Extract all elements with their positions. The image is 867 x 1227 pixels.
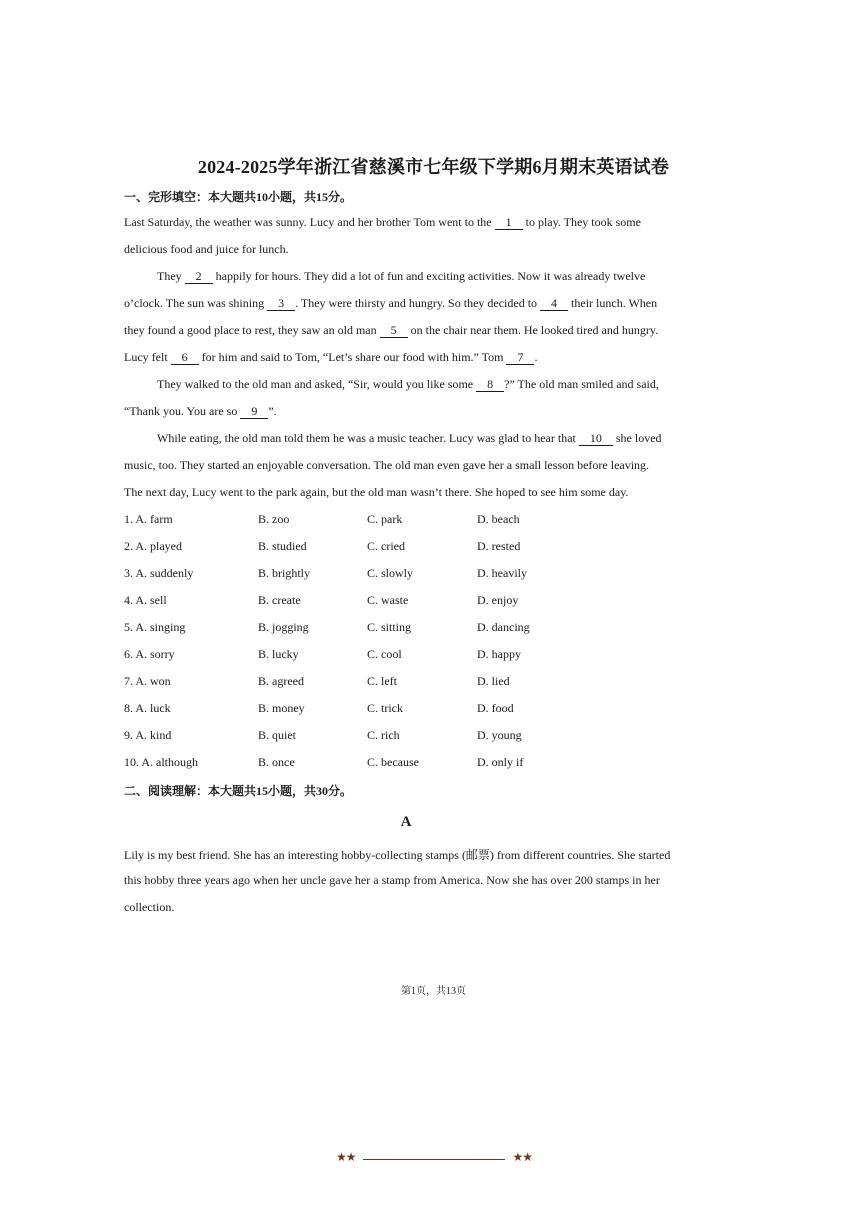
option-d: D. beach [477, 512, 520, 526]
option-c: C. cried [367, 539, 405, 553]
text-span: ?” The old man smiled and said, [504, 377, 659, 391]
option-c: C. slowly [367, 566, 414, 580]
page-title: 2024-2025学年浙江省慈溪市七年级下学期6月期末英语试卷 [197, 157, 670, 177]
bottom-ornament [336, 1152, 532, 1166]
paragraph-line [124, 323, 684, 338]
option-b: B. studied [258, 539, 307, 553]
option-d: D. food [477, 701, 514, 715]
paragraph-line [157, 269, 717, 284]
blank-2: 2 [185, 270, 213, 284]
blank-10: 10 [579, 432, 613, 446]
text-span: to play. They took some [522, 215, 641, 229]
option-a: 10. A. although [124, 755, 198, 769]
paragraph-line: music, too. They started an enjoyable conversation. The old man even gave her a small lesson before leaving. [124, 458, 650, 472]
paragraph-line: collection. [124, 900, 175, 914]
option-a: 8. A. luck [124, 701, 171, 715]
star-icon: ★★ [336, 1150, 356, 1164]
option-d: D. lied [477, 674, 510, 688]
option-a: 5. A. singing [124, 620, 186, 634]
option-row-7 [124, 674, 684, 690]
option-c: C. sitting [367, 620, 412, 634]
text-span: on the chair near them. He looked tired and hungry. [407, 323, 659, 337]
option-c: C. park [367, 512, 403, 526]
option-d: D. only if [477, 755, 524, 769]
ornament-divider [363, 1159, 505, 1160]
blank-3: 3 [267, 297, 295, 311]
text-span: their lunch. When [568, 296, 658, 310]
section-heading-reading: 二、阅读理解：本大题共15小题，共30分。 [124, 784, 353, 798]
option-row-2 [124, 539, 684, 555]
option-b: B. money [258, 701, 305, 715]
paragraph-line [124, 215, 684, 230]
paragraph-line [157, 431, 717, 446]
option-row-6 [124, 647, 684, 663]
option-a: 6. A. sorry [124, 647, 175, 661]
page-footer: 第1页，共13页 [401, 986, 466, 997]
paragraph-line: Lily is my best friend. She has an interesting hobby-collecting stamps (邮票) from different countries. She started [124, 848, 671, 862]
option-d: D. rested [477, 539, 521, 553]
paragraph-line [124, 404, 684, 419]
option-b: B. agreed [258, 674, 304, 688]
option-c: C. rich [367, 728, 400, 742]
option-a: 4. A. sell [124, 593, 167, 607]
option-a: 1. A. farm [124, 512, 173, 526]
option-a: 2. A. played [124, 539, 182, 553]
blank-9: 9 [240, 405, 268, 419]
blank-4: 4 [540, 297, 568, 311]
option-d: D. heavily [477, 566, 527, 580]
option-row-8 [124, 701, 684, 717]
text-span: While eating, the old man told them he was a music teacher. Lucy was glad to hear that [157, 431, 579, 445]
blank-1: 1 [495, 216, 523, 230]
option-c: C. cool [367, 647, 402, 661]
text-span: ”. [268, 404, 277, 418]
blank-5: 5 [380, 324, 408, 338]
option-row-5 [124, 620, 684, 636]
option-row-4 [124, 593, 684, 609]
text-span: . They were thirsty and hungry. So they decided to [295, 296, 541, 310]
option-a: 9. A. kind [124, 728, 172, 742]
option-d: D. dancing [477, 620, 530, 634]
option-d: D. happy [477, 647, 521, 661]
option-b: B. once [258, 755, 295, 769]
text-span: they found a good place to rest, they saw an old man [124, 323, 380, 337]
option-d: D. young [477, 728, 522, 742]
option-b: B. jogging [258, 620, 309, 634]
option-b: B. lucky [258, 647, 299, 661]
blank-6: 6 [171, 351, 199, 365]
blank-7: 7 [506, 351, 534, 365]
option-c: C. left [367, 674, 397, 688]
option-b: B. create [258, 593, 301, 607]
blank-8: 8 [476, 378, 504, 392]
paragraph-line: this hobby three years ago when her uncle gave her a stamp from America. Now she has over 200 stamps in her [124, 873, 660, 887]
text-span: They [157, 269, 185, 283]
text-span: “Thank you. You are so [124, 404, 241, 418]
paragraph-line: The next day, Lucy went to the park again, but the old man wasn’t there. She hoped to see him some day. [124, 485, 629, 499]
text-span: Lucy felt [124, 350, 171, 364]
text-span: for him and said to Tom, “Let’s share our food with him.” Tom [198, 350, 507, 364]
text-span: They walked to the old man and asked, “Sir, would you like some [157, 377, 477, 391]
paragraph-line [124, 350, 684, 365]
paragraph-line: delicious food and juice for lunch. [124, 242, 289, 256]
star-icon: ★★ [512, 1150, 532, 1164]
option-row-3 [124, 566, 684, 582]
option-c: C. because [367, 755, 419, 769]
option-row-10 [124, 755, 684, 771]
option-c: C. waste [367, 593, 409, 607]
text-span: she loved [612, 431, 662, 445]
option-a: 3. A. suddenly [124, 566, 194, 580]
paragraph-line [157, 377, 717, 392]
text-span: . [534, 350, 538, 364]
option-b: B. quiet [258, 728, 296, 742]
paragraph-line [124, 296, 684, 311]
passage-letter: A [400, 814, 412, 830]
section-heading-cloze: 一、完形填空：本大题共10小题，共15分。 [124, 190, 353, 204]
option-a: 7. A. won [124, 674, 171, 688]
option-d: D. enjoy [477, 593, 519, 607]
option-row-1 [124, 512, 684, 528]
option-row-9 [124, 728, 684, 744]
text-span: Last Saturday, the weather was sunny. Lucy and her brother Tom went to the [124, 215, 495, 229]
text-span: happily for hours. They did a lot of fun and exciting activities. Now it was already twelve [212, 269, 646, 283]
text-span: o’clock. The sun was shining [124, 296, 268, 310]
option-b: B. brightly [258, 566, 311, 580]
option-b: B. zoo [258, 512, 290, 526]
option-c: C. trick [367, 701, 403, 715]
